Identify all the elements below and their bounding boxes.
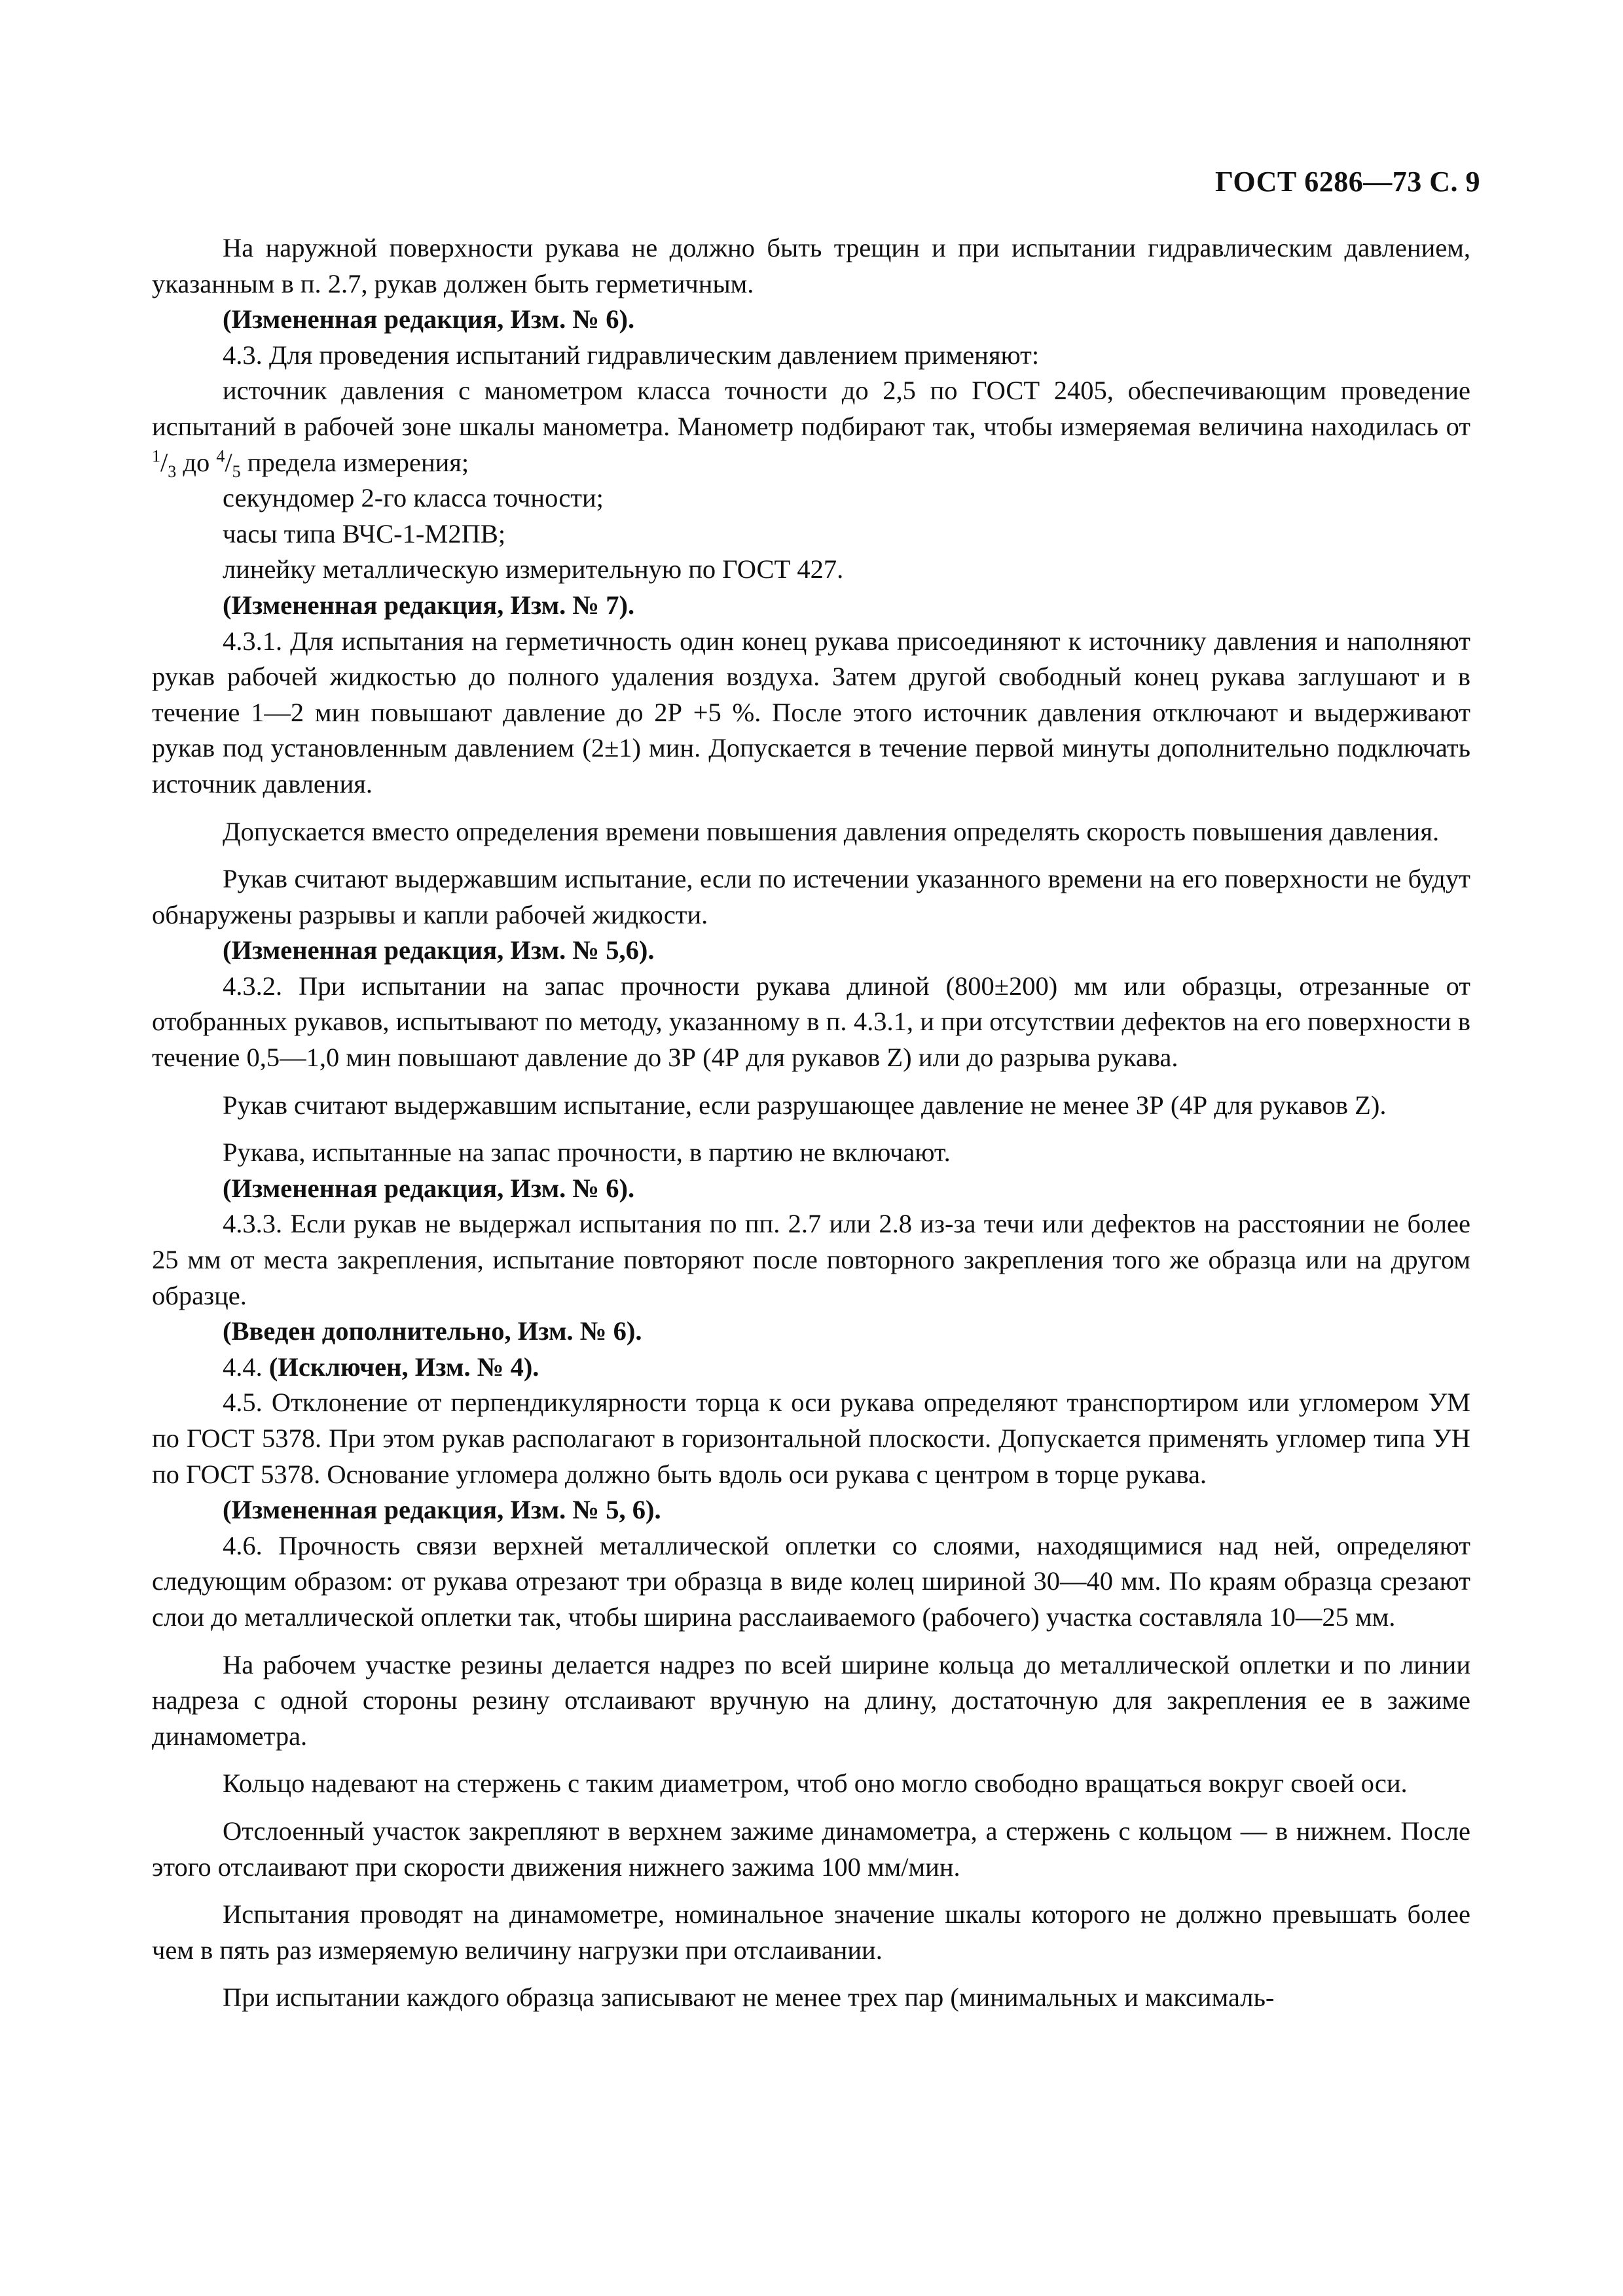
paragraph-text: предела измерения; xyxy=(247,447,469,477)
section-4-3-2: 4.3.2. При испытании на запас прочности рукава длиной (800±200) мм или образцы, отрезанные от отобранных рукавов, испытывают по методу, указанному в п. 4.3.1, и при отсутствии дефектов на его поверхности в течение 0,5—1,0 мин повышают давление до ЗР (4Р для рукавов Z) или до разрыва рукава. xyxy=(152,971,1470,1073)
amendment-note: (Исключен, Изм. № 4). xyxy=(268,1352,539,1382)
list-item: линейку металлическую измерительную по ГОСТ 427. xyxy=(223,554,844,584)
amendment-note: (Измененная редакция, Изм. № 5, 6). xyxy=(223,1495,661,1525)
paragraph-text: до xyxy=(183,447,210,477)
paragraph: Рукав считают выдержавшим испытание, если по истечении указанного времени на его поверхности не будут обнаружены разрывы и капли рабочей жидкости. xyxy=(152,864,1470,929)
section-4-3-1: 4.3.1. Для испытания на герметичность один конец рукава присоединяют к источнику давления и наполняют рукав рабочей жидкостью до полного удаления воздуха. Затем другой свободный конец рукава заглушают и в течение 1—2 мин повышают давление до 2Р +5 %. После этого источник давления отключают и выдерживают рукав под установленным давлением (2±1) мин. Допускается в течение первой минуты дополнительно подключать источник давления. xyxy=(152,626,1470,798)
paragraph: Рукава, испытанные на запас прочности, в партию не включают. xyxy=(223,1138,951,1168)
fraction-denominator: 5 xyxy=(232,461,241,481)
amendment-note: (Измененная редакция, Изм. № 7). xyxy=(223,590,635,620)
paragraph: Рукав считают выдержавшим испытание, если разрушающее давление не менее ЗР (4Р для рукавов Z). xyxy=(223,1090,1387,1120)
section-4-3-3: 4.3.3. Если рукав не выдержал испытания по пп. 2.7 или 2.8 из-за течи или дефектов на расстоянии не более 25 мм от места закрепления, испытание повторяют после повторного закрепления того же образца или на другом образце. xyxy=(152,1209,1470,1310)
page-header: ГОСТ 6286—73 С. 9 xyxy=(1214,166,1480,198)
section-number: 4.4. xyxy=(223,1352,263,1382)
paragraph-text: источник давления с манометром класса точности до 2,5 по ГОСТ 2405, обеспечивающим проведение испытаний в рабочей зоне шкалы манометра. Манометр подбирают так, чтобы измеряемая величина находилась от xyxy=(152,376,1470,441)
list-item: часы типа ВЧС-1-М2ПВ; xyxy=(223,518,506,548)
amendment-note: (Введен дополнительно, Изм. № 6). xyxy=(223,1316,642,1346)
amendment-note: (Измененная редакция, Изм. № 6). xyxy=(223,1173,635,1203)
section-4-6: 4.6. Прочность связи верхней металлической оплетки со слоями, находящимися над ней, определяют следующим образом: от рукава отрезают три образца в виде колец шириной 30—40 мм. По краям образца срезают слои до металлической оплетки так, чтобы ширина расслаиваемого (рабочего) участка составляла 10—25 мм. xyxy=(152,1530,1470,1632)
paragraph: При испытании каждого образца записывают не менее трех пар (минимальных и максималь- xyxy=(223,1982,1275,2013)
paragraph: Кольцо надевают на стержень с таким диаметром, чтоб оно могло свободно вращаться вокруг своей оси. xyxy=(223,1768,1408,1799)
paragraph-pressure-source: источник давления с манометром класса точности до 2,5 по ГОСТ 2405, обеспечивающим проведение испытаний в рабочей зоне шкалы манометра. Манометр подбирают так, чтобы измеряемая величина находилась от $^1/_3$ до $^4/_5$ предела измерения; xyxy=(152,376,1470,481)
fraction-numerator: 1 xyxy=(152,446,160,466)
fraction-numerator: 4 xyxy=(216,446,225,466)
paragraph: На рабочем участке резины делается надрез по всей ширине кольца до металлической оплетки и по линии надреза с одной стороны резину отслаивают вручную на длину, достаточную для закрепления ее в зажиме динамометра. xyxy=(152,1649,1470,1751)
list-item: секундомер 2-го класса точности; xyxy=(223,483,604,513)
section-4-4 xyxy=(152,1350,1470,1386)
fraction-denominator: 3 xyxy=(168,461,177,481)
paragraph: Отслоенный участок закрепляют в верхнем зажиме динамометра, а стержень с кольцом — в нижнем. После этого отслаивают при скорости движения нижнего зажима 100 мм/мин. xyxy=(152,1816,1470,1882)
document-body xyxy=(152,230,1470,2016)
paragraph: Испытания проводят на динамометре, номинальное значение шкалы которого не должно превышать более чем в пять раз измеряемую величину нагрузки при отслаивании. xyxy=(152,1899,1470,1965)
section-4-3: 4.3. Для проведения испытаний гидравлическим давлением применяют: xyxy=(223,340,1040,370)
amendment-note: (Измененная редакция, Изм. № 5,6). xyxy=(223,935,655,965)
paragraph: На наружной поверхности рукава не должно быть трещин и при испытании гидравлическим давлением, указанным в п. 2.7, рукав должен быть герметичным. xyxy=(152,233,1470,298)
section-4-5: 4.5. Отклонение от перпендикулярности торца к оси рукава определяют транспортиром или угломером УМ по ГОСТ 5378. При этом рукав располагают в горизонтальной плоскости. Допускается применять угломер типа УН по ГОСТ 5378. Основание угломера должно быть вдоль оси рукава с центром в торце рукава. xyxy=(152,1388,1470,1489)
paragraph: Допускается вместо определения времени повышения давления определять скорость повышения давления. xyxy=(223,816,1440,846)
amendment-note: (Измененная редакция, Изм. № 6). xyxy=(223,304,635,334)
